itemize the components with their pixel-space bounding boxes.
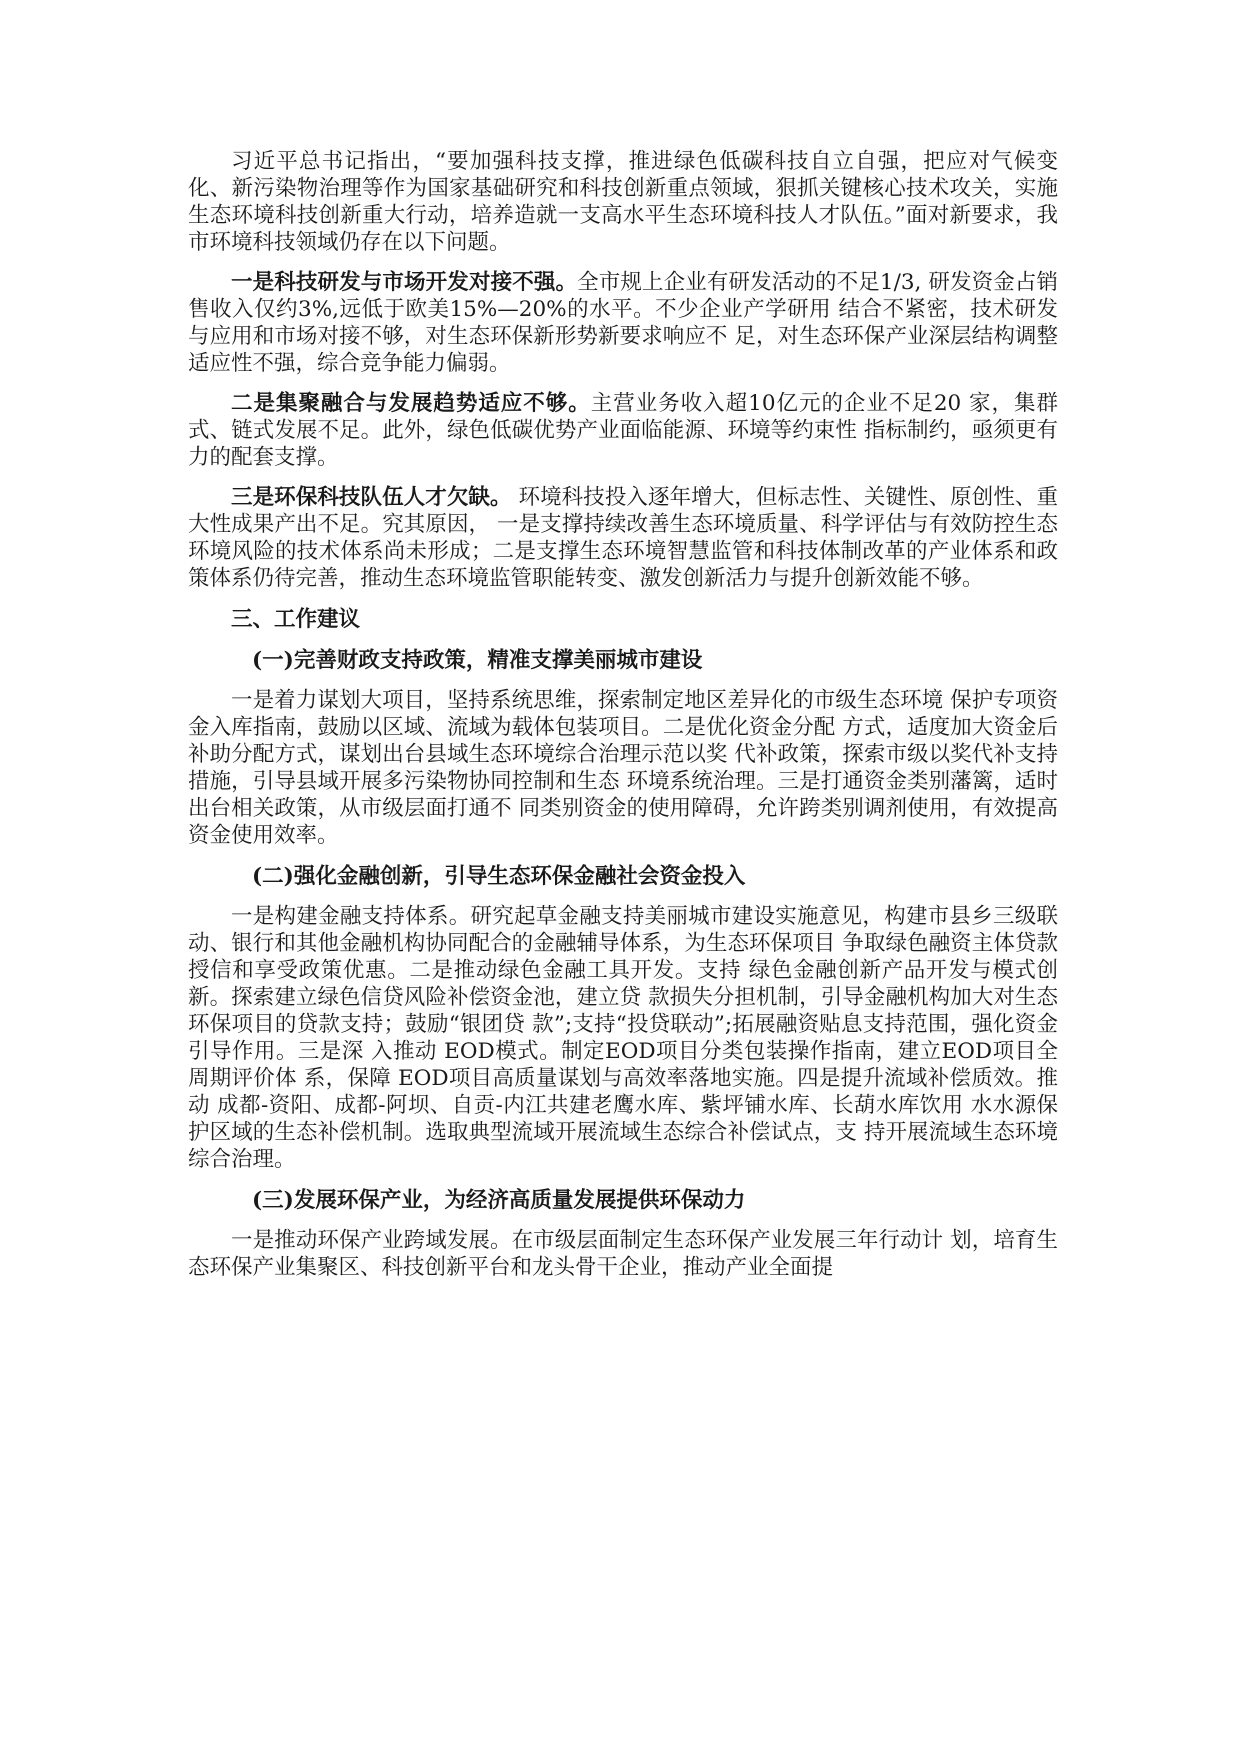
paragraph-problem-3 <box>188 484 1058 592</box>
paragraph-problem-2 <box>188 390 1058 471</box>
section-heading-work-suggestions: 三、工作建议 <box>231 607 361 632</box>
problem-1-text: 全市规上企业有研发活动的不足1/3, 研发资金占销售收入仅约3%,远低于欧美15%—20%的水平。不少企业产学研用 结合不紧密，技术研发与应用和市场对接不够，对生态环保新形势新要求响应不 足，对生态环保产业深层结构调整适应性不强，综合竞争能力偏弱。 <box>188 270 1058 376</box>
problem-2-text: 主营业务收入超10亿元的企业不足20 家，集群式、链式发展不足。此外，绿色低碳优势产业面临能源、环境等约束性 指标制约，亟须更有力的配套支撑。 <box>188 391 1058 470</box>
document-body <box>188 148 1058 1281</box>
problem-3-heading: 三是环保科技队伍人才欠缺。 <box>231 485 512 510</box>
subheading-fiscal-policy: (一)完善财政支持政策，精准支撑美丽城市建设 <box>252 648 703 673</box>
paragraph-environmental-industry: 一是推动环保产业跨域发展。在市级层面制定生态环保产业发展三年行动计 划，培育生态环保产业集聚区、科技创新平台和龙头骨干企业，推动产业全面提 <box>188 1228 1058 1280</box>
subheading-financial-innovation: (二)强化金融创新，引导生态环保金融社会资金投入 <box>252 864 746 889</box>
problem-3-text: 环境科技投入逐年增大，但标志性、关键性、原创性、重大性成果产出不足。究其原因， 一是支撑持续改善生态环境质量、科学评估与有效防控生态环境风险的技术体系尚未形成；二是支撑生态环境智慧监管和科技体制改革的产业体系和政策体系仍待完善，推动生态环境监管职能转变、激发创新活力与提升创新效能不够。 <box>188 485 1058 591</box>
subheading-environmental-industry: (三)发展环保产业，为经济高质量发展提供环保动力 <box>252 1188 746 1213</box>
paragraph-intro: 习近平总书记指出，“要加强科技支撑，推进绿色低碳科技自立自强，把应对气候变化、新污染物治理等作为国家基础研究和科技创新重点领域，狠抓关键核心技术攻关，实施生态环境科技创新重大行动，培养造就一支高水平生态环境科技人才队伍。”面对新要求，我市环境科技领域仍存在以下问题。 <box>188 149 1058 255</box>
paragraph-fiscal-policy: 一是着力谋划大项目，坚持系统思维，探索制定地区差异化的市级生态环境 保护专项资金入库指南，鼓励以区域、流域为载体包装项目。二是优化资金分配 方式，适度加大资金后补助分配方式，谋划出台县域生态环境综合治理示范以奖 代补政策，探索市级以奖代补支持措施，引导县域开展多污染物协同控制和生态 环境系统治理。三是打通资金类别藩篱，适时出台相关政策，从市级层面打通不 同类别资金的使用障碍，允许跨类别调剂使用，有效提高资金使用效率。 <box>188 688 1058 848</box>
problem-2-heading: 二是集聚融合与发展趋势适应不够。 <box>231 391 591 416</box>
paragraph-financial-innovation: 一是构建金融支持体系。研究起草金融支持美丽城市建设实施意见，构建市县乡三级联动、银行和其他金融机构协同配合的金融辅导体系，为生态环保项目 争取绿色融资主体贷款授信和享受政策优惠。二是推动绿色金融工具开发。支持 绿色金融创新产品开发与模式创新。探索建立绿色信贷风险补偿资金池，建立贷 款损失分担机制，引导金融机构加大对生态环保项目的贷款支持；鼓励“银团贷 款”;支持“投贷联动”;拓展融资贴息支持范围，强化资金引导作用。三是深 入推动 EOD模式。制定EOD项目分类包装操作指南，建立EOD项目全周期评价体 系，保障 EOD项目高质量谋划与高效率落地实施。四是提升流域补偿质效。推动 成都-资阳、成都-阿坝、自贡-内江共建老鹰水库、紫坪铺水库、长葫水库饮用 水水源保护区域的生态补偿机制。选取典型流域开展流域生态综合补偿试点，支 持开展流域生态环境综合治理。 <box>188 904 1058 1172</box>
problem-1-heading: 一是科技研发与市场开发对接不强。 <box>231 270 578 295</box>
paragraph-problem-1 <box>188 269 1058 377</box>
